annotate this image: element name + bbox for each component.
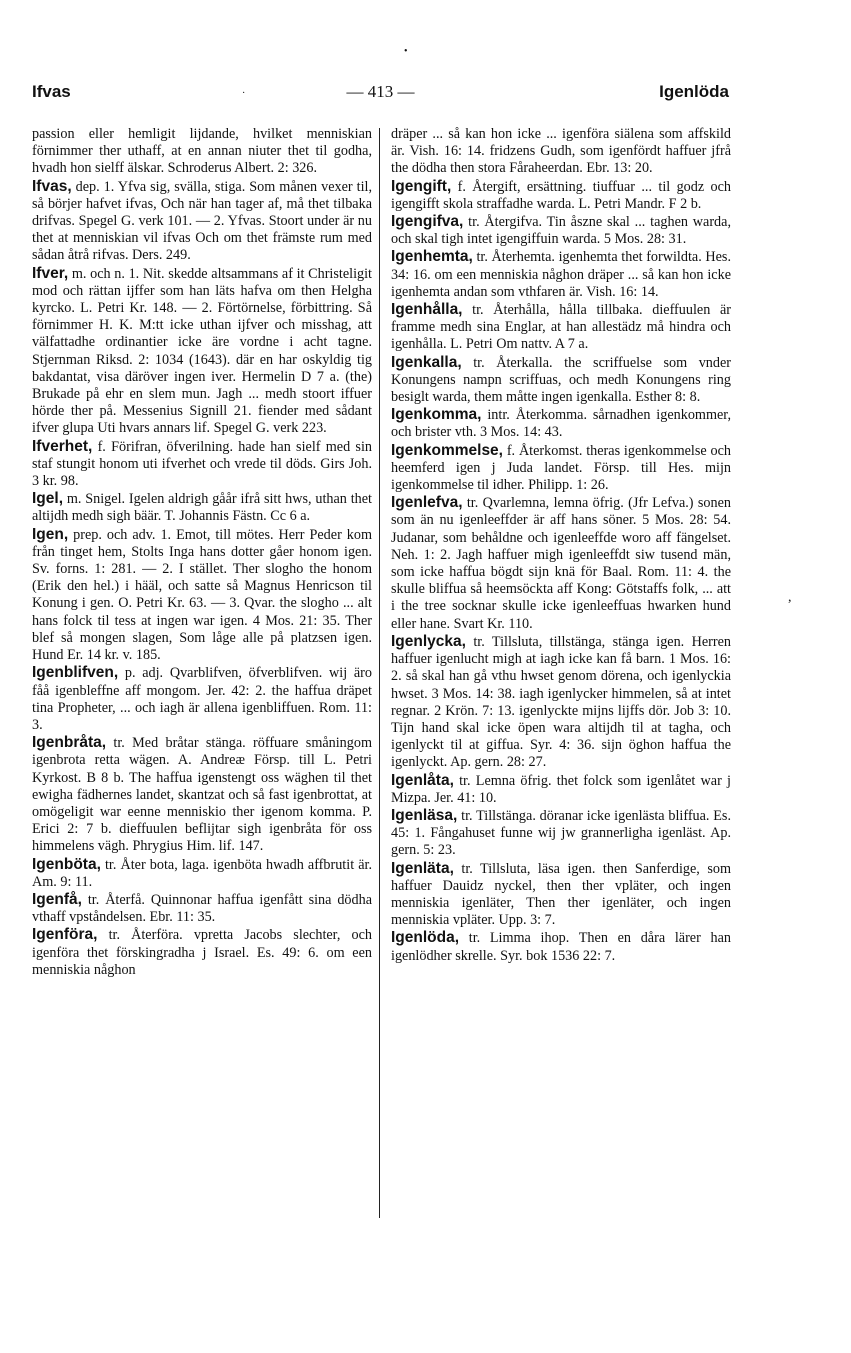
- entry-text: f. Förifran, öfverilning. hade han sielf med sin staf stungit honom uti ifverhet och vrede til döds. Girs Joh. 3 kr. 98.: [32, 438, 372, 490]
- dictionary-entry: [32, 856, 372, 891]
- entry-text: dräper ... så kan hon icke ... igenföra siälena som affskild är. Vish. 16: 14. fridzens Gudh, som igenfördt haffuer jfrå the dödha then stora Fåraheerdan. Ebr. 13: 20.: [391, 126, 731, 177]
- dictionary-entry: [391, 213, 731, 248]
- entry-headword: Igenfå,: [32, 890, 82, 908]
- entry-text: tr. Lemna öfrig. thet folck som igenlåtet war j Mizpa. Jer. 41: 10.: [391, 772, 731, 806]
- entry-text: tr. Åter bota, laga. igenböta hwadh affbrutit är. Am. 9: 11.: [32, 856, 372, 890]
- entry-headword: Ifver,: [32, 264, 69, 282]
- dictionary-entry: [32, 664, 372, 734]
- dictionary-entry: [32, 490, 372, 525]
- entry-headword: Igenhålla,: [391, 301, 463, 319]
- entry-text: tr. Återhemta. igenhemta thet forwildta. Hes. 34: 16. om een menniskia någhon dräper ... så kan hon icke igenhemta andan som vthfaren är. Vish. 16: 14.: [391, 249, 731, 300]
- entry-headword: Igenblifven,: [32, 664, 119, 682]
- entry-text: prep. och adv. 1. Emot, till mötes. Herr Peder kom från tinget hem, Stolts Inga hans dotter gåer honom igen. Sv. forns. 1: 281. — 2. I stället. Ther slogho the honom (Erik den hel.) i hääl, och satte så Magnus Henricson til Konung i gen. O. Petri Kr. 63. — 3. Qvar. the slogho ... alt hans folck til tess at ingen war igen. 4 Mos. 21: 35. Ther blef så mongen slagen, Som låge alle på platzsen igen. Hund Er. 14 kr. v. 185.: [32, 526, 372, 664]
- dictionary-entry: [391, 354, 731, 407]
- dictionary-entry: [32, 526, 372, 665]
- header-right-word: Igenlöda: [659, 82, 729, 101]
- dictionary-entry: [391, 126, 731, 178]
- dictionary-entry: [32, 734, 372, 855]
- entry-headword: Igen,: [32, 525, 69, 543]
- entry-text: f. Återkomst. theras igenkommelse och heemferd igen j Juda landet. Försp. till Hes. mijn igenkommelse til idher. Philipp. 1: 26.: [391, 442, 731, 494]
- dictionary-entry: [391, 633, 731, 772]
- entry-headword: Igenhemta,: [391, 248, 473, 266]
- dictionary-entry: [32, 126, 372, 178]
- entry-text: tr. Tillsluta, läsa igen. then Sanferdige, som haffuer Dauidz nyckel, then ther vpläter, och ingen menniskia igenläter, Then ther igenläter, och ingen menniskia vpläter. Upp. 3: 7.: [391, 860, 731, 929]
- entry-headword: Igenlycka,: [391, 632, 466, 650]
- entry-text: tr. Limma ihop. Then en dåra lärer han igenlödher skrelle. Syr. bok 1536 22: 7.: [391, 930, 731, 964]
- dictionary-entry: [32, 178, 372, 265]
- dictionary-entry: [32, 926, 372, 979]
- entry-headword: Igenbråta,: [32, 734, 107, 752]
- entry-headword: Ifvas,: [32, 177, 72, 195]
- entry-headword: Igenläta,: [391, 859, 454, 877]
- entry-text: passion eller hemligit lijdande, hvilket menniskian förnimmer ther uthaff, at en annan niuter thet til godha, hvadh hon sielff älskar. Schroderus Albert. 2: 326.: [32, 126, 372, 177]
- dictionary-entry: [391, 929, 731, 964]
- dictionary-entry: [391, 772, 731, 807]
- dictionary-entry: [391, 406, 731, 441]
- header-left-word: Ifvas: [32, 82, 71, 101]
- entry-text: m. Snigel. Igelen aldrigh gåår ifrå sitt hws, uthan thet altijdh medh sigh bäär. T. Johannis Fästn. Cc 6 a.: [32, 491, 372, 525]
- left-column: [32, 126, 372, 979]
- dictionary-entry: [32, 265, 372, 438]
- entry-headword: Igenböta,: [32, 855, 101, 873]
- dictionary-entry: [391, 248, 731, 301]
- entry-headword: Igenlefva,: [391, 494, 463, 512]
- entry-text: intr. Återkomma. sårnadhen igenkommer, och brister vth. 3 Mos. 14: 43.: [391, 407, 731, 441]
- margin-comma-mark: ,: [788, 590, 792, 605]
- entry-text: tr. Återföra. vpretta Jacobs slechter, och igenföra thet förskingradha j Israel. Es. 49: 6. om een menniskia någhon: [32, 927, 372, 978]
- page-number: — 413 —: [346, 82, 415, 101]
- entry-headword: Igenlöda,: [391, 929, 460, 947]
- dictionary-entry: [391, 301, 731, 354]
- entry-headword: Igenläsa,: [391, 806, 458, 824]
- right-column: [391, 126, 731, 965]
- entry-text: tr. Tillstänga. döranar icke igenlästa bliffua. Es. 45: 1. Fångahuset funne wij jw grannerligha igenläst. Ap. gern. 5: 23.: [391, 807, 731, 859]
- entry-headword: Igenkommelse,: [391, 441, 503, 459]
- header-dot-mark: ·: [242, 88, 246, 99]
- entry-text: tr. Återkalla. the scriffuelse som vnder Konungens nampn scriffuas, och medh Konungens ring besiglt warda, them måtte ingen igenkalla. Esther 8: 8.: [391, 354, 731, 406]
- entry-text: f. Återgift, ersättning. tiuffuar ... til godz och igengifft skola straffadhe warda. L. Petri Mandr. F 2 b.: [391, 178, 731, 212]
- dictionary-entry: [32, 891, 372, 926]
- entry-headword: Igenföra,: [32, 926, 98, 944]
- dictionary-entry: [391, 860, 731, 930]
- entry-text: tr. Tillsluta, tillstänga, stänga igen. Herren haffuer igenlucht migh at iagh icke kan få barn. 1 Mos. 16: 2. så skal han gå vthu hwset genom dörena, och igenlyckia hwset. 3 Mos. 14: 38. iagh igenlycker himmelen, så at intet regnar. 2 Krön. 7: 13. igenlyckte mijns lijffs dör. Job 3: 10. Tijn hand skal icke öpen wara altijdh til at tagha, och igenlyckt til at giffua. Syr. 4: 36. sijn öghon haffua the igenlyckt. Ap. gern. 28: 27.: [391, 633, 731, 771]
- page-header: [32, 82, 729, 114]
- entry-text: tr. Återfå. Quinnonar haffua igenfått sina dödha vthaff vpståndelsen. Ebr. 11: 35.: [32, 891, 372, 926]
- entry-text: tr. Återgifva. Tin åszne skal ... taghen warda, och skal tigh intet igengiffuin warda. 5 Mos. 28: 31.: [391, 214, 731, 248]
- entry-text: dep. 1. Yfva sig, svälla, stiga. Som månen vexer til, så börjer hafvet ifvas, Och när han tager af, må thet tilbaka drifvas. Spegel G. verk 101. — 2. Yfvas. Stoort under är nu thet at menniskian vil ifvas Och om thet främste rum med sådan åtrå rifvas. Ders. 249.: [32, 178, 372, 264]
- entry-headword: Ifverhet,: [32, 437, 93, 455]
- dictionary-entry: [391, 807, 731, 860]
- entry-headword: Igengift,: [391, 177, 452, 195]
- entry-headword: Igenlåta,: [391, 771, 454, 789]
- dictionary-entry: [391, 442, 731, 495]
- entry-headword: Igenkalla,: [391, 353, 462, 371]
- entry-text: tr. Återhålla, hålla tillbaka. dieffuulen är framme medh sina Englar, at han allestädz må hindra och igenhålla. L. Petri Om nattv. A 7 a.: [391, 302, 731, 353]
- entry-text: tr. Med bråtar stänga. röffuare småningom igenbrota retta wägen. A. Andreæ Försp. till L. Petri Kyrkost. B 8 b. The haffua igenstengt oss wäghen til thet ewigha fädhernes landet, skantzat och så fast igenbrottat, at omögeligit war eenne menniskio ther igenom komma. P. Erici 2: 7 b. dieffuulen beflijtar sigh igenbråta för oss himmelens vägh. Phrygius Him. lif. 147.: [32, 735, 372, 855]
- entry-headword: Igengifva,: [391, 213, 464, 231]
- column-divider: [379, 128, 380, 1218]
- entry-text: m. och n. 1. Nit. skedde altsammans af it Christeligit mod och rättan ijffer som han läts hafva om then Helgha kyrcko. L. Petri Kr. 148. — 2. Förtörnelse, förbittring. Så förnimmer H. K. M:tt icke uthan ijfver och misshag, att välfattadhe ordinantier icke äre vordne i acht tagne. Stjernman Riksd. 2: 1034 (1643). där en har oskyldig tig bakdantat, visa däröver ingen iver. Hermelin D 7 a. (the) Brukade på ehr en slem mun. Jagh ... medh stoort iffuer hörde ther på. Messenius Signill 21. fiender med sådant ifver glupa Uti hvars annars lif. Spegel G. verk 223.: [32, 265, 372, 437]
- entry-text: tr. Qvarlemna, lemna öfrig. (Jfr Lefva.) sonen som än nu igenleeffder är aff hans söner. 5 Mos. 28: 54. Judanar, som behåldne och igenleeffde woro aff fängelset. Neh. 1: 2. Jagh haffuer migh igenleeffdt siw tusend män, som icke haffua bögdt sijn knä för Baal. Rom. 11: 4. the skulle bliffua så heemsöckta aff Kong: Götstaffs folk, ... att i the tree socknar skulle icke igenleeffuas hwarken hund eller hane. Svart Kr. 110.: [391, 495, 731, 632]
- entry-text: p. adj. Qvarblifven, öfverblifven. wij äro fåå igenbleffne aff mongom. Jer. 42: 2. the haffua dräpet tina Propheter, ... och iagh är allena igenbliffuen. Rom. 11: 3.: [32, 665, 372, 733]
- dictionary-entry: [391, 494, 731, 633]
- entry-headword: Igenkomma,: [391, 406, 482, 424]
- top-dot-mark: •: [404, 46, 408, 57]
- dictionary-entry: [391, 178, 731, 213]
- entry-headword: Igel,: [32, 490, 64, 508]
- dictionary-entry: [32, 438, 372, 491]
